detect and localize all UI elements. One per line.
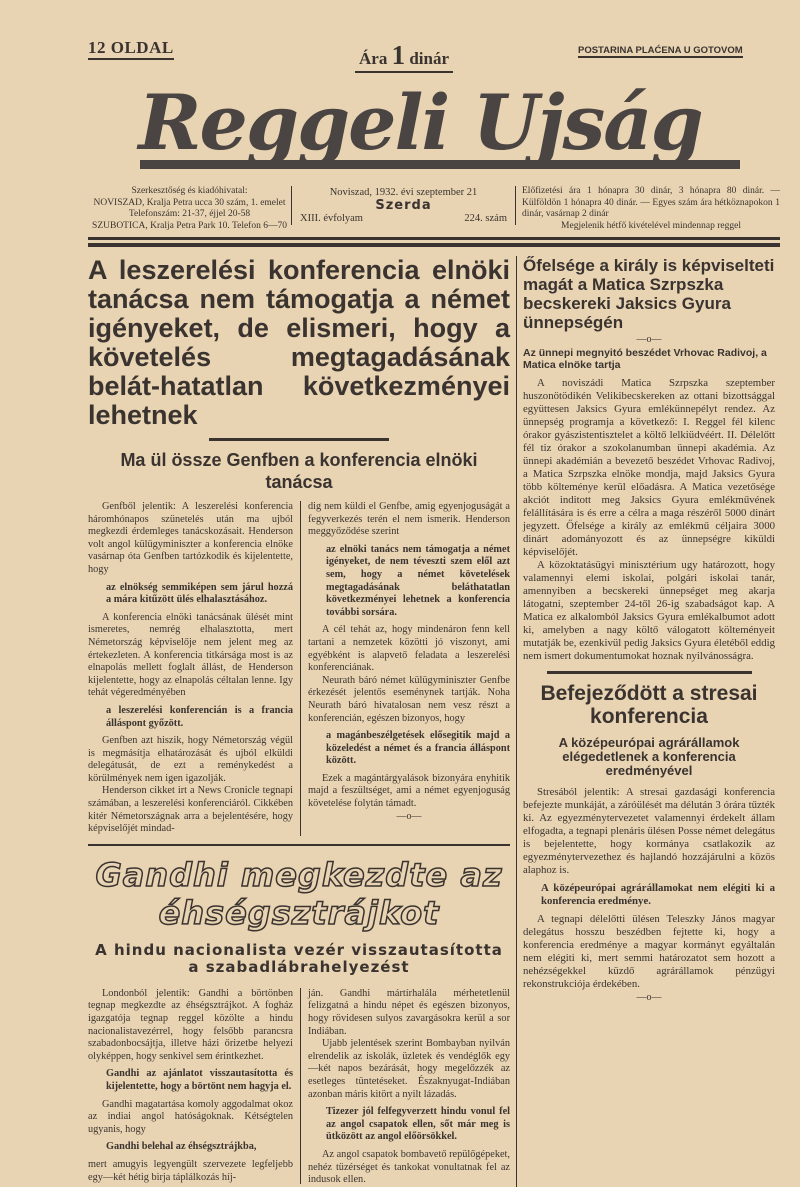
highlight-paragraph: az elnökség semmiképen sem járul hozzá a mára kitűzött ülés elhalasztásához.	[106, 581, 293, 606]
main-column-1	[88, 501, 301, 836]
stresa-subhead: A középeurópai agrárállamok elégedetlenek a konferencia eredményével	[558, 735, 740, 778]
rule	[547, 671, 752, 674]
paragraph: Genfből jelentik: A leszerelési konferencia háromhónapos szünetelés után ma ujból megkezdi érdemleges tanácskozásait. Henderson volt angol külügyminiszter a konferencia elnöke vasárnap óta Genfben tartózkodik és kijelentette, hogy	[88, 501, 293, 575]
paragraph: Neurath báró német külügyminiszter Genfbe érkezését jelentős eseménynek tartják. Noha Neurath báró hivatalosan nem vesz részt a konferencián, egészen bizonyos, hogy	[308, 674, 510, 724]
highlight-paragraph: a magánbeszélgetések elősegitik majd a közeledést a német és a francia álláspont között.	[326, 730, 510, 767]
paragraph: Az angol csapatok bombavető repülőgépeket, nehéz tüzérséget és tankokat vonultatnak fel az indusok ellen.	[308, 1148, 510, 1186]
subscription-prices: Előfizetési ára 1 hónapra 30 dinár, 3 hónapra 80 dinár. — Külföldön 1 hónapra 40 dinár. — Egyes szám ára hétköznapokon 1 dinár, vasárnap 2 dinár	[522, 186, 780, 219]
main-headline: A leszerelési konferencia elnöki tanácsa nem támogatja a német igényeket, de elismeri, hogy a követelés megtagadásának belát-hatatlan következményei lehetnek	[88, 255, 510, 430]
separator: —o—	[636, 334, 662, 345]
right-column	[516, 256, 775, 1187]
stresa-body	[523, 786, 775, 1004]
highlight-paragraph: A középeurópai agrárállamokat nem elégiti ki a konferencia eredménye.	[541, 882, 775, 907]
rule	[209, 438, 389, 441]
gandhi-columns	[88, 988, 510, 1187]
main-column-2	[301, 501, 510, 823]
info-line: Szerkesztőség és kiadóhivatal:	[131, 186, 248, 196]
volume: XIII. évfolyam	[300, 213, 363, 224]
info-line: SZUBOTICA, Kralja Petra Park 10. Telefon 6—70	[92, 220, 287, 231]
gandhi-subhead: A hindu nacionalista vezér visszautasította a szabadlábrahelyezést	[95, 940, 503, 976]
paragraph: A noviszádi Matica Szrpszka szeptember huszonötödikén Velikibecskereken az ottani bizottsággal együttesen Jaksics Gyura emlékünnepélyt rendez. Az ünnepség programja a következő: I. Reggel fél kilenc órakor gyászistentisztelet a költő lelkiüdvéért. II. Délelőtt fél tiz órakor a szokolanumban ünnepi akadémia. Az ünnepi akadémián a bevezető beszédet Vrhovac Radivoj, a Matica Szrpszka elnöke mondja, majd Jaksics Gyura több költeménye kerül előadásra. A Matica vezetősége akciót inditott meg Jaksics Gyura emlékművének felállítására is és erre a célra a maga részéről 5000 dinárt jegyzett. Őfelsége a király az emlékmű céljaira 3000 dinárt adományozott és az ünnepségre kiküldi képviselőjét.	[523, 377, 775, 558]
gandhi-column-2	[301, 988, 510, 1187]
issue-date: Noviszad, 1932. évi szeptember 21	[329, 187, 478, 198]
page-content	[88, 0, 780, 1187]
info-line: Telefonszám: 21-37, éjjel 20-58	[128, 209, 251, 219]
rule	[88, 844, 510, 846]
postage-note: POSTARINA PLAĆENA U GOTOVOM	[578, 45, 743, 56]
king-body	[523, 377, 775, 663]
main-columns	[88, 501, 510, 836]
stresa-headline: Befejeződött a stresai konferencia	[540, 682, 758, 728]
highlight-paragraph: Gandhi belehal az éhségsztrájkba,	[106, 1141, 257, 1153]
price-suffix: dinár	[409, 49, 450, 68]
paragraph: Ujabb jelentések szerint Bombayban nyilván elrendelik az iskolák, üzletek és vendéglők egy—két napos bezárását, hogy megelőzzék az esetleges tüntetéseket. Északnyugat-Indiában azonban máris kitört a nyilt lázadás.	[308, 1038, 510, 1100]
paragraph: Stresából jelentik: A stresai gazdasági konferencia befejezte munkáját, a záróülését ma délután 3 órára tűzték ki. Az egyezménytervezetet valamennyi érdekelt állam elfogadta, a tegnapi plenáris ülésen Posse német delegátus is bejelentette, hogy kormánya csatlakozik az egyezménytervezethez és hajlandó hozzájárulni a közös alaphoz is.	[523, 786, 775, 876]
paragraph: A konferencia elnöki tanácsának ülését mint ismeretes, nemrég elhalasztotta, mert Németország képviselője nem jelent meg az értekezleten. A konferencia titkársága most is az elnapolás mellett foglalt állást, de Henderson kijelentette, hogy az elnapolás céltalan lenne. Igy tehát végeredményében	[88, 611, 293, 699]
paragraph: Gandhi magatartása komoly aggodalmat okoz az indiai angol hatóságoknak. Kétségtelen ugyanis, hogy	[88, 1098, 293, 1135]
highlight-paragraph: Gandhi az ajánlatot visszautasította és kijelentette, hogy a börtönt nem hagyja el.	[106, 1068, 293, 1092]
main-subhead: Ma ül össze Genfben a konferencia elnöki tanácsa	[120, 450, 478, 492]
issue-day: Szerda	[375, 198, 432, 213]
left-column	[88, 256, 513, 1187]
paragraph: Ezek a magántárgyalások bizonyára enyhitik majd a feszültséget, ami a német egyenjoguság követelése folytán támadt.	[308, 772, 510, 810]
highlight-paragraph: az elnöki tanács nem támogatja a német igényeket, de nem téveszti szem elől azt sem, hogy a német követelések megtagadásának beláthatatlan következményei lehetnek a konferencia további sorsára.	[326, 543, 510, 618]
end-mark: —o—	[396, 810, 422, 822]
paragraph: A cél tehát az, hogy mindenáron fenn kell tartani a nemzetek közötti jó viszonyt, ami egyébként is alapvető feladata a leszerelési konferenciának.	[308, 624, 510, 674]
paragraph: Genfben azt hiszik, hogy Németország végül is megmásítja elhatározását és ujból elküldi delegátusát, de ezt a reménykedést a körülmények nem igen igazolják.	[88, 735, 293, 784]
info-line: NOVISZAD, Kralja Petra ucca 30 szám, 1. emelet	[93, 197, 286, 208]
gandhi-column-1	[88, 988, 301, 1184]
paragraph: A közoktatásügyi minisztérium ugy határozott, hogy valamennyi elemi iskolai, polgári iskolai tanár, amennyiben a becskereki ünnepséget meg akarja látogatni, szeptember 24-től 26-ig szabadságot kap. A Matica ez alkalomból Jaksics Gyura emlékalbumot adott ki, amelyben a nagy költő válogatott költeményeit mutatják be, ezenkivül pedig Jaksics Gyura életéből eddig nem ismert dokumentumokat hoznak nyilvánosságra.	[523, 559, 775, 662]
paragraph: Henderson cikket irt a News Cronicle tegnapi számában, a leszerelési konferenciáról. Cikkében kitér Németországnak arra a bejelentésére, hogy képviselőjét mindad-	[88, 785, 293, 835]
paragraph: Londonból jelentik: Gandhi a börtönben tegnap megkezdte az éhségsztrájkot. A fogház igazgatója tegnap reggel közölte a hindu nacionalistavezérrel, hogy felsőbb parancsra szabadonbocsájtja, illetve házi őrizetbe helyezi olyképpen, hogy senkivel sem érintkezhet.	[88, 987, 293, 1062]
highlight-paragraph: Tizezer jól felfegyverzett hindu vonul fel az angol csapatok ellen, sőt már meg is ütközött az angol előörsökkel.	[326, 1106, 510, 1143]
paragraph: dig nem küldi el Genfbe, amig egyenjoguságát a fegyverkezés terén el nem ismerik. Henderson meggyőződése szerint	[308, 501, 510, 538]
price-number: 1	[391, 40, 406, 70]
end-mark: —o—	[636, 992, 662, 1003]
paragraph: ján. Gandhi mártírhalála mérhetetlenül felizgatná a hindu népet és egészen bizonyos, hogy rövidesen sulyos zavargásokra kerül a sor Indiában.	[308, 987, 510, 1037]
price-prefix: Ára	[359, 49, 388, 68]
gandhi-headline: Gandhi megkezdte az éhségsztrájkot	[95, 855, 503, 932]
king-subhead: Az ünnepi megnyitó beszédet Vrhovac Radivoj, a Matica elnöke tartja	[523, 347, 767, 371]
masthead-title: Reggeli Ujság	[138, 78, 702, 167]
highlight-paragraph: a leszerelési konferencián is a francia álláspont győzött.	[106, 704, 293, 729]
publication-schedule: Megjelenik hétfő kivételével mindennap reggel	[561, 220, 741, 231]
paragraph: mert amugyis legyengült szervezete legfeljebb egy—két hétig birja táplálkozás híj-	[88, 1158, 293, 1183]
paragraph: A tegnapi délelőtti ülésen Teleszky János magyar delegátus hosszu beszédben fejtette ki, hogy a konferencia eredménye a magyar kormányt egyáltalán nem elégiti ki, mert semmi határozatot sem hozott a nehézségekkel küzdő agrárállamok pénzügyi rekonstrukciója érdekében.	[523, 913, 775, 990]
page-count: 12 OLDAL	[88, 38, 174, 60]
issue-number: 224. szám	[464, 213, 507, 224]
king-headline: Őfelsége a király is képviselteti magát a Matica Szrpszka becskereki Jaksics Gyura ünnepségén	[523, 256, 775, 332]
